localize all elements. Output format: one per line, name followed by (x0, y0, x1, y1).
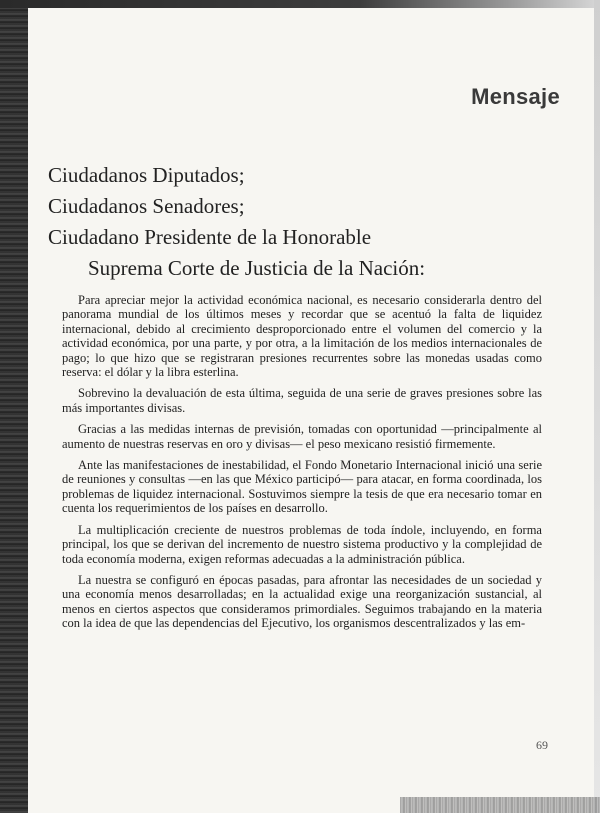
scan-shadow-left (0, 0, 28, 813)
paragraph: La nuestra se configuró en épocas pasadas, para afrontar las necesidades de un sociedad y una economía menos desarrolladas; en la actualidad exige una reorganización sustancial, al menos en ciertos aspectos que consideramos primordiales. Seguimos trabajando en la materia con la idea de que las dependencias del Ejecutivo, los organismos descentralizados y las em- (62, 572, 542, 631)
section-tag: Mensaje (471, 84, 560, 109)
paragraph: Ante las manifestaciones de inestabilidad, el Fondo Monetario Internacional inició una serie de reuniones y consultas —en las que México participó— para atacar, en forma coordinada, los problemas de liquidez internacional. Sostuvimos siempre la tesis de que era necesario tomar en cuenta los requerimientos de los países en desarrollo. (62, 458, 542, 516)
salutation-court: Suprema Corte de Justicia de la Nación: (88, 256, 426, 280)
salutation-senators: Ciudadanos Senadores; (48, 194, 245, 218)
scan-shadow-bottom (400, 797, 600, 813)
paragraph: Para apreciar mejor la actividad económica nacional, es necesario considerarla dentro del panorama mundial de los últimos meses y recordar que se acentuó la falta de liquidez internacional, debido al crecimiento desproporcionado entre el volumen del comercio y la actividad económica, por una parte, y por otra, a la limitación de los medios internacionales de pago; lo que hizo que se registraran presiones recurrentes sobre las monedas usadas como reserva: el dólar y la libra esterlina. (62, 293, 542, 380)
paragraph: Sobrevino la devaluación de esta última, seguida de una serie de graves presiones sobre las más importantes divisas. (62, 386, 542, 415)
body-text (62, 293, 542, 638)
salutation (48, 160, 568, 284)
salutation-president: Ciudadano Presidente de la Honorable (48, 225, 372, 249)
scan-shadow-top (0, 0, 600, 8)
page-number: 69 (536, 738, 548, 752)
paragraph: Gracias a las medidas internas de previsión, tomadas con oportunidad —principalmente al aumento de nuestras reservas en oro y divisas— el peso mexicano resistió firmemente. (62, 422, 542, 451)
scan-shadow-right (594, 0, 600, 813)
salutation-deputies: Ciudadanos Diputados; (48, 163, 245, 187)
paragraph: La multiplicación creciente de nuestros problemas de toda índole, incluyendo, en forma principal, los que se derivan del incremento de nuestro sistema productivo y la complejidad de toda economía moderna, exigen reformas adecuadas a la administración pública. (62, 522, 542, 566)
